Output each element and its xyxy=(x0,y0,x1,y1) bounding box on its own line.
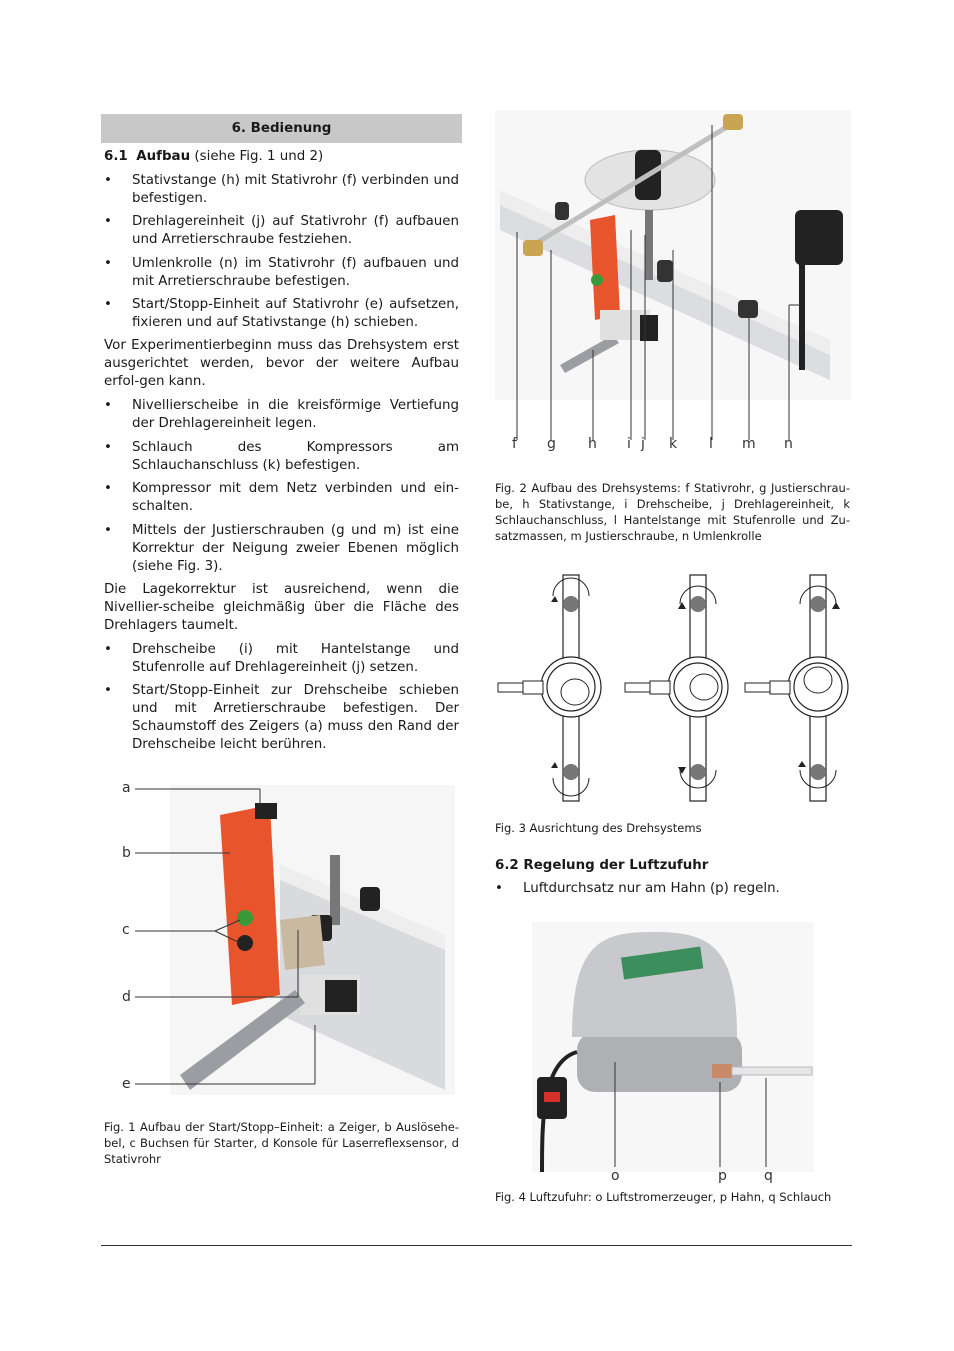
fig1-label-d: d xyxy=(122,989,131,1005)
list-item: • Mittels der Justierschrauben (g und m) ist eine Korrektur der Neigung zweier Ebenen möglich (siehe Fig. 3). xyxy=(104,523,459,574)
list-item: • Kompressor mit dem Netz verbinden und ein-schalten. xyxy=(104,481,459,514)
fig2-label-f: f xyxy=(512,436,517,452)
fig2-label-n: n xyxy=(784,436,793,452)
fig4-label-o: o xyxy=(611,1168,620,1184)
list-item: • Umlenkrolle (n) im Stativrohr (f) aufbauen und mit Arretierschraube befestigen. xyxy=(104,256,459,289)
subheading-rest: (siehe Fig. 1 und 2) xyxy=(190,149,324,164)
fig3-panel-2 xyxy=(625,575,728,801)
section-heading: 6. Bedienung xyxy=(101,114,462,143)
fig1-label-b: b xyxy=(122,845,131,861)
fig3-panel-1 xyxy=(498,575,601,801)
fig3-panel-3 xyxy=(745,575,848,801)
fig1-label-a: a xyxy=(122,780,131,796)
fig1-image xyxy=(120,775,460,1100)
fig3-diagram xyxy=(495,572,851,807)
fig2-label-k: k xyxy=(669,436,678,452)
list-item: • Nivellierscheibe in die kreisförmige Vertiefung der Drehlagereinheit legen. xyxy=(104,398,459,431)
fig1-caption: Fig. 1 Aufbau der Start/Stopp–Einheit: a Zeiger, b Auslösehe-bel, c Buchsen für Starter, d Konsole für Laserreflexsensor, d Stativrohr xyxy=(104,1120,459,1166)
subheading-title: Aufbau xyxy=(136,149,191,164)
list-item: • Luftdurchsatz nur am Hahn (p) regeln. xyxy=(495,881,780,896)
fig1-label-e: e xyxy=(122,1076,131,1092)
fig2-label-m: m xyxy=(742,436,756,452)
fig4-label-q: q xyxy=(764,1168,773,1184)
subheading-6-1 xyxy=(104,148,323,166)
subheading-6-2: 6.2 Regelung der Luftzufuhr xyxy=(495,858,709,873)
paragraph: Die Lagekorrektur ist ausreichend, wenn die Nivellier-scheibe gleichmäßig über die Fläche des Drehlagers taumelt. xyxy=(104,582,459,633)
list-item: • Drehlagereinheit (j) auf Stativrohr (f) aufbauen und Arretierschraube festziehen. xyxy=(104,214,459,247)
fig2-label-l: l xyxy=(709,436,713,452)
list-item: • Drehscheibe (i) mit Hantelstange und Stufenrolle auf Drehlagereinheit (j) setzen. xyxy=(104,642,459,675)
paragraph: Vor Experimentierbeginn muss das Drehsystem erst ausgerichtet werden, bevor der weitere Aufbau erfol-gen kann. xyxy=(104,338,459,389)
list-item: • Schlauch des Kompressors am Schlauchanschluss (k) befestigen. xyxy=(104,440,459,473)
fig3-caption: Fig. 3 Ausrichtung des Drehsystems xyxy=(495,821,702,835)
list-item: • Start/Stopp-Einheit zur Drehscheibe schieben und mit Arretierschraube befestigen. Der Schaumstoff des Zeigers (a) muss den Rand der Drehscheibe leicht berühren. xyxy=(104,683,459,752)
fig2-label-g: g xyxy=(547,436,556,452)
subheading-number: 6.1 xyxy=(104,149,128,164)
fig1-label-c: c xyxy=(122,922,130,938)
footer-rule xyxy=(101,1245,852,1246)
fig2-label-j: j xyxy=(641,436,645,452)
fig2-caption: Fig. 2 Aufbau des Drehsystems: f Stativrohr, g Justierschrau-be, h Stativstange, i Drehscheibe, j Drehlagereinheit, k Schlauchanschluss, l Hantelstange mit Stufenrolle und Zu-satzmassen, m Justierschraube, n Umlenkrolle xyxy=(495,481,850,543)
fig2-label-i: i xyxy=(627,436,631,452)
list-item: • Start/Stopp-Einheit auf Stativrohr (e) aufsetzen, fixieren und auf Stativstange (h) schieben. xyxy=(104,297,459,330)
fig4-caption: Fig. 4 Luftzufuhr: o Luftstromerzeuger, p Hahn, q Schlauch xyxy=(495,1190,832,1204)
list-item: • Stativstange (h) mit Stativrohr (f) verbinden und befestigen. xyxy=(104,173,459,206)
fig4-image xyxy=(532,922,814,1177)
fig2-label-h: h xyxy=(588,436,597,452)
fig4-label-p: p xyxy=(718,1168,727,1184)
fig2-image xyxy=(495,110,851,460)
